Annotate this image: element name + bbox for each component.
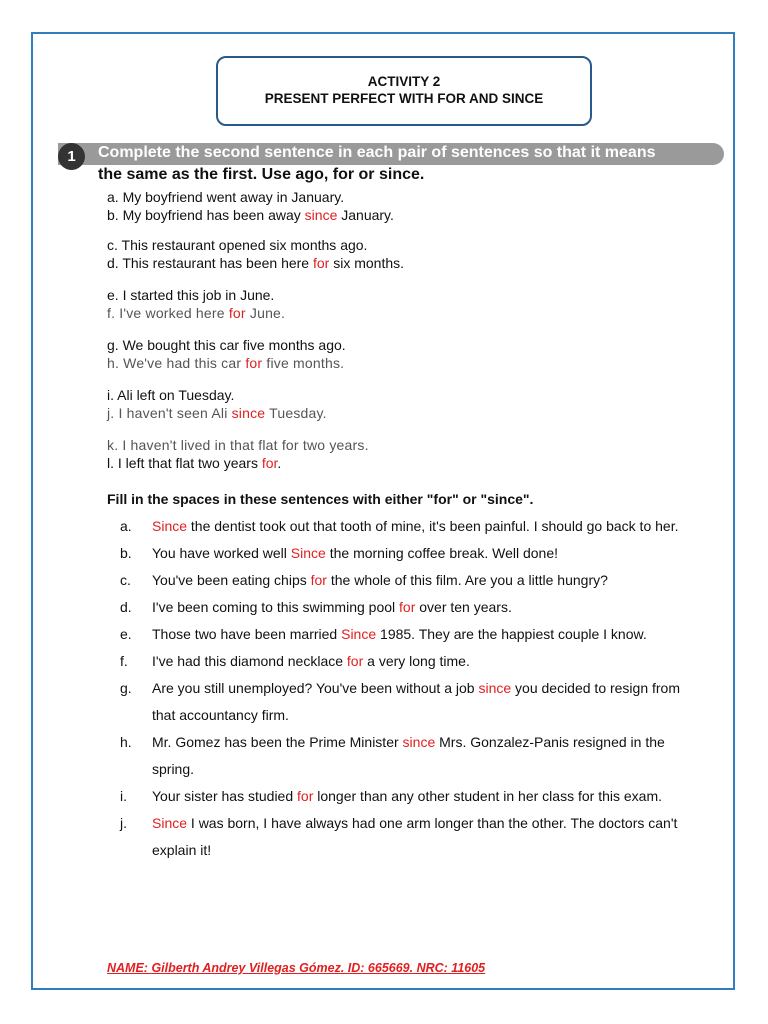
answer-word: since <box>304 207 338 223</box>
sentence-text: h. We've had this car <box>107 355 246 371</box>
item-sentence: Your sister has studied for longer than any other student in her class for this exam. <box>152 788 662 804</box>
list-item <box>120 783 700 810</box>
sentence-text: j. I haven't seen Ali <box>107 405 232 421</box>
sentence-pair <box>107 336 404 372</box>
sentence-text: . <box>277 455 282 471</box>
list-item <box>120 729 700 783</box>
original-sentence: e. I started this job in June. <box>107 287 275 303</box>
answer-word: Since <box>152 815 188 831</box>
item-letter: j. <box>120 815 127 831</box>
title-box <box>216 56 592 126</box>
sentence-pair <box>107 436 404 472</box>
answer-word: since <box>478 680 512 696</box>
sentence-pair <box>107 236 404 272</box>
item-sentence: Mr. Gomez has been the Prime Minister since Mrs. Gonzalez-Panis resigned in the spring. <box>152 734 665 777</box>
item-sentence: I've been coming to this swimming pool for over ten years. <box>152 599 512 615</box>
answer-word: for <box>346 653 364 669</box>
student-name-footer: NAME: Gilberth Andrey Villegas Gómez. ID: 665669. NRC: 11605 <box>107 961 486 975</box>
original-sentence: g. We bought this car five months ago. <box>107 337 346 353</box>
list-item <box>120 567 700 594</box>
item-letter: c. <box>120 572 131 588</box>
original-sentence: a. My boyfriend went away in January. <box>107 189 345 205</box>
item-sentence: Those two have been married Since 1985. They are the happiest couple I know. <box>152 626 647 642</box>
answer-word: since <box>402 734 436 750</box>
list-item <box>120 540 700 567</box>
answer-word: Since <box>290 545 326 561</box>
rewritten-sentence <box>107 404 404 422</box>
answer-word: for <box>297 788 314 804</box>
item-letter: a. <box>120 518 132 534</box>
list-item <box>120 810 700 864</box>
item-letter: b. <box>120 545 132 561</box>
sentence-text: d. This restaurant has been here <box>107 255 313 271</box>
rewritten-sentence <box>107 206 404 224</box>
instruction-line-1: Complete the second sentence in each pair of sentences so that it means <box>98 144 656 161</box>
sentence-text: f. I've worked here <box>107 305 229 321</box>
exercise-number-badge: 1 <box>58 143 85 170</box>
sentence-pair <box>107 188 404 224</box>
answer-word: for <box>310 572 327 588</box>
sentence-pair <box>107 386 404 422</box>
answer-word: Since <box>341 626 377 642</box>
answer-word: since <box>231 405 266 421</box>
sentence-pair <box>107 286 404 322</box>
rewritten-sentence <box>107 354 404 372</box>
rewritten-sentence <box>107 254 404 272</box>
answer-word: for <box>245 355 263 371</box>
fill-in-list <box>120 513 700 864</box>
item-sentence: I've had this diamond necklace for a very long time. <box>152 653 470 669</box>
sentence-text: b. My boyfriend has been away <box>107 207 305 223</box>
item-sentence: You have worked well Since the morning coffee break. Well done! <box>152 545 559 561</box>
answer-word: for <box>399 599 416 615</box>
original-sentence: c. This restaurant opened six months ago. <box>107 237 368 253</box>
sentence-pairs <box>107 188 404 472</box>
sentence-text: June. <box>245 305 286 321</box>
sentence-text: five months. <box>262 355 345 371</box>
list-item <box>120 594 700 621</box>
sentence-text: six months. <box>329 255 405 271</box>
original-sentence: k. I haven't lived in that flat for two years. <box>107 437 369 453</box>
instruction-line-2: the same as the first. Use ago, for or since. <box>98 166 425 183</box>
rewritten-sentence <box>107 304 404 322</box>
item-sentence: Since I was born, I have always had one arm longer than the other. The doctors can't explain it! <box>152 815 678 858</box>
sentence-text: January. <box>337 207 394 223</box>
list-item <box>120 513 700 540</box>
original-sentence: i. Ali left on Tuesday. <box>107 387 235 403</box>
item-letter: i. <box>120 788 127 804</box>
item-sentence: Since the dentist took out that tooth of mine, it's been painful. I should go back to her. <box>152 518 679 534</box>
list-item <box>120 648 700 675</box>
rewritten-sentence <box>107 454 404 472</box>
item-letter: h. <box>120 734 132 750</box>
item-letter: d. <box>120 599 132 615</box>
item-letter: g. <box>120 680 132 696</box>
answer-word: for <box>228 305 246 321</box>
activity-title: ACTIVITY 2 <box>367 74 441 89</box>
sentence-text: l. I left that flat two years <box>107 455 262 471</box>
item-letter: e. <box>120 626 132 642</box>
answer-word: Since <box>152 518 188 534</box>
list-item <box>120 621 700 648</box>
item-letter: f. <box>120 653 128 669</box>
exercise2-heading: Fill in the spaces in these sentences with either "for" or "since". <box>107 491 534 507</box>
sentence-text: Tuesday. <box>265 405 327 421</box>
activity-subtitle: PRESENT PERFECT WITH FOR AND SINCE <box>264 91 544 106</box>
item-sentence: Are you still unemployed? You've been without a job since you decided to resign from that accountancy firm. <box>152 680 681 723</box>
item-sentence: You've been eating chips for the whole of this film. Are you a little hungry? <box>152 572 608 588</box>
answer-word: for <box>261 455 278 471</box>
answer-word: for <box>312 255 330 271</box>
list-item <box>120 675 700 729</box>
